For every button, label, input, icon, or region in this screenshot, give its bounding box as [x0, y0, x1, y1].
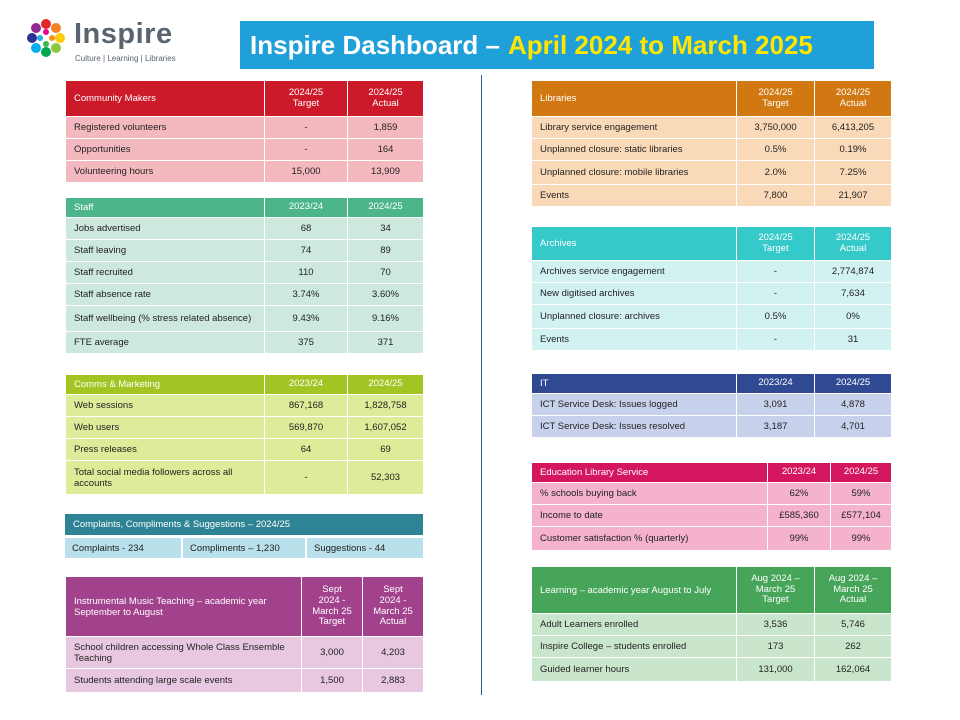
row-value: -: [265, 461, 348, 495]
music-teaching-table: [65, 576, 424, 693]
column-header: Aug 2024 – March 25 Target: [737, 567, 815, 614]
row-value: 99%: [768, 527, 831, 551]
row-value: 21,907: [815, 185, 892, 207]
row-label: ICT Service Desk: Issues resolved: [532, 416, 737, 438]
row-label: Unplanned closure: static libraries: [532, 139, 737, 161]
table-row: [66, 218, 424, 240]
row-value: 0.5%: [737, 305, 815, 329]
row-value: -: [737, 283, 815, 305]
row-value: 4,701: [815, 416, 892, 438]
row-value: 7,800: [737, 185, 815, 207]
column-header: Aug 2024 – March 25 Actual: [815, 567, 892, 614]
row-label: New digitised archives: [532, 283, 737, 305]
row-value: 31: [815, 329, 892, 351]
column-header: 2024/25 Target: [737, 227, 815, 261]
table-row: [532, 305, 892, 329]
column-header: 2024/25: [815, 374, 892, 394]
row-value: 15,000: [265, 161, 348, 183]
table-row: [532, 185, 892, 207]
flower-logo-icon: [22, 14, 70, 62]
table-row: [532, 139, 892, 161]
row-label: Guided learner hours: [532, 658, 737, 682]
row-value: 7.25%: [815, 161, 892, 185]
column-header: Sept 2024 - March 25 Target: [302, 577, 363, 637]
row-value: 371: [348, 332, 424, 354]
inspire-logo: [22, 14, 192, 64]
education-library-table: [531, 462, 892, 551]
row-label: Adult Learners enrolled: [532, 614, 737, 636]
compliments-count: Compliments – 1,230: [183, 538, 305, 558]
row-value: 1,859: [348, 117, 424, 139]
table-row: [66, 395, 424, 417]
title-period: April 2024 to March 2025: [507, 29, 813, 60]
table-row: [532, 261, 892, 283]
row-label: Total social media followers across all accounts: [66, 461, 265, 495]
row-value: 110: [265, 262, 348, 284]
column-header: Sept 2024 - March 25 Actual: [363, 577, 424, 637]
column-header: 2024/25: [348, 198, 424, 218]
row-label: Staff absence rate: [66, 284, 265, 306]
table-title: Instrumental Music Teaching – academic year September to August: [66, 577, 302, 637]
table-row: [532, 416, 892, 438]
row-label: Students attending large scale events: [66, 669, 302, 693]
row-value: 0.5%: [737, 139, 815, 161]
logo-tagline: Culture | Learning | Libraries: [75, 54, 176, 63]
libraries-table: [531, 80, 892, 207]
table-row: [66, 284, 424, 306]
table-row: [66, 637, 424, 669]
logo-wordmark: Inspire: [74, 18, 173, 50]
table-title: Complaints, Compliments & Suggestions – 2024/25: [65, 514, 423, 535]
column-header: 2024/25 Target: [737, 81, 815, 117]
table-title: Libraries: [532, 81, 737, 117]
staff-table: [65, 197, 424, 354]
community-makers-table: [65, 80, 424, 183]
row-label: Web users: [66, 417, 265, 439]
column-header: 2024/25 Actual: [348, 81, 424, 117]
row-value: £577,104: [831, 505, 892, 527]
archives-table: [531, 226, 892, 351]
row-value: £585,360: [768, 505, 831, 527]
row-value: 5,746: [815, 614, 892, 636]
table-row: [66, 439, 424, 461]
it-table: [531, 373, 892, 438]
row-value: 164: [348, 139, 424, 161]
row-value: 68: [265, 218, 348, 240]
table-row: [532, 329, 892, 351]
row-value: 0%: [815, 305, 892, 329]
complaints-compliments-panel: [65, 514, 423, 558]
column-header: 2023/24: [265, 198, 348, 218]
row-label: Events: [532, 329, 737, 351]
column-divider: [481, 75, 482, 695]
row-label: Unplanned closure: mobile libraries: [532, 161, 737, 185]
row-value: 1,607,052: [348, 417, 424, 439]
table-row: [66, 461, 424, 495]
row-value: 6,413,205: [815, 117, 892, 139]
row-value: 4,878: [815, 394, 892, 416]
table-row: [532, 658, 892, 682]
row-label: Unplanned closure: archives: [532, 305, 737, 329]
row-value: -: [265, 117, 348, 139]
column-header: 2023/24: [265, 375, 348, 395]
row-label: Press releases: [66, 439, 265, 461]
table-row: [66, 117, 424, 139]
table-title: IT: [532, 374, 737, 394]
row-value: 569,870: [265, 417, 348, 439]
row-label: Volunteering hours: [66, 161, 265, 183]
row-value: 99%: [831, 527, 892, 551]
row-value: 89: [348, 240, 424, 262]
table-row: [532, 283, 892, 305]
row-label: Library service engagement: [532, 117, 737, 139]
table-row: [532, 394, 892, 416]
row-value: 173: [737, 636, 815, 658]
row-label: Opportunities: [66, 139, 265, 161]
table-title: Education Library Service: [532, 463, 768, 483]
table-row: [66, 262, 424, 284]
table-row: [66, 417, 424, 439]
row-value: 3,187: [737, 416, 815, 438]
row-value: 2,883: [363, 669, 424, 693]
row-label: Staff recruited: [66, 262, 265, 284]
row-value: 9.43%: [265, 306, 348, 332]
row-value: 69: [348, 439, 424, 461]
row-label: Customer satisfaction % (quarterly): [532, 527, 768, 551]
row-value: 62%: [768, 483, 831, 505]
row-value: 262: [815, 636, 892, 658]
table-row: [66, 306, 424, 332]
row-value: 1,500: [302, 669, 363, 693]
column-header: 2023/24: [768, 463, 831, 483]
column-header: 2024/25: [348, 375, 424, 395]
learning-table: [531, 566, 892, 682]
table-row: [66, 332, 424, 354]
table-title: Archives: [532, 227, 737, 261]
row-value: 34: [348, 218, 424, 240]
table-row: [66, 161, 424, 183]
row-value: 3,750,000: [737, 117, 815, 139]
row-value: 13,909: [348, 161, 424, 183]
table-title: Community Makers: [66, 81, 265, 117]
table-title: Learning – academic year August to July: [532, 567, 737, 614]
comms-marketing-table: [65, 374, 424, 495]
suggestions-count: Suggestions - 44: [307, 538, 423, 558]
row-value: 52,303: [348, 461, 424, 495]
row-value: 131,000: [737, 658, 815, 682]
row-value: 0.19%: [815, 139, 892, 161]
table-title: Comms & Marketing: [66, 375, 265, 395]
table-row: [532, 636, 892, 658]
row-value: 74: [265, 240, 348, 262]
row-value: 59%: [831, 483, 892, 505]
row-value: 2,774,874: [815, 261, 892, 283]
row-value: 375: [265, 332, 348, 354]
dashboard-title: [240, 21, 874, 69]
row-value: 3,536: [737, 614, 815, 636]
row-label: Events: [532, 185, 737, 207]
row-value: 3,000: [302, 637, 363, 669]
table-row: [532, 505, 892, 527]
row-value: 3,091: [737, 394, 815, 416]
row-label: ICT Service Desk: Issues logged: [532, 394, 737, 416]
row-value: 70: [348, 262, 424, 284]
row-value: -: [737, 261, 815, 283]
row-value: -: [265, 139, 348, 161]
row-value: 4,203: [363, 637, 424, 669]
table-title: Staff: [66, 198, 265, 218]
column-header: 2024/25 Actual: [815, 227, 892, 261]
table-row: [532, 614, 892, 636]
column-header: 2024/25 Actual: [815, 81, 892, 117]
title-main: Inspire Dashboard –: [250, 29, 500, 60]
row-label: % schools buying back: [532, 483, 768, 505]
column-header: 2024/25: [831, 463, 892, 483]
row-label: Income to date: [532, 505, 768, 527]
row-label: Web sessions: [66, 395, 265, 417]
row-value: 867,168: [265, 395, 348, 417]
row-value: 162,064: [815, 658, 892, 682]
row-value: 9.16%: [348, 306, 424, 332]
row-label: Jobs advertised: [66, 218, 265, 240]
complaints-count: Complaints - 234: [65, 538, 181, 558]
table-row: [532, 117, 892, 139]
column-header: 2024/25 Target: [265, 81, 348, 117]
row-label: FTE average: [66, 332, 265, 354]
row-label: Registered volunteers: [66, 117, 265, 139]
table-row: [532, 161, 892, 185]
row-label: Staff leaving: [66, 240, 265, 262]
row-label: School children accessing Whole Class Ensemble Teaching: [66, 637, 302, 669]
row-value: -: [737, 329, 815, 351]
row-value: 3.60%: [348, 284, 424, 306]
table-row: [532, 483, 892, 505]
row-value: 7,634: [815, 283, 892, 305]
row-label: Inspire College – students enrolled: [532, 636, 737, 658]
row-value: 1,828,758: [348, 395, 424, 417]
row-label: Staff wellbeing (% stress related absence): [66, 306, 265, 332]
table-row: [66, 139, 424, 161]
row-value: 2.0%: [737, 161, 815, 185]
table-row: [66, 669, 424, 693]
row-label: Archives service engagement: [532, 261, 737, 283]
row-value: 3.74%: [265, 284, 348, 306]
column-header: 2023/24: [737, 374, 815, 394]
table-row: [532, 527, 892, 551]
row-value: 64: [265, 439, 348, 461]
table-row: [66, 240, 424, 262]
